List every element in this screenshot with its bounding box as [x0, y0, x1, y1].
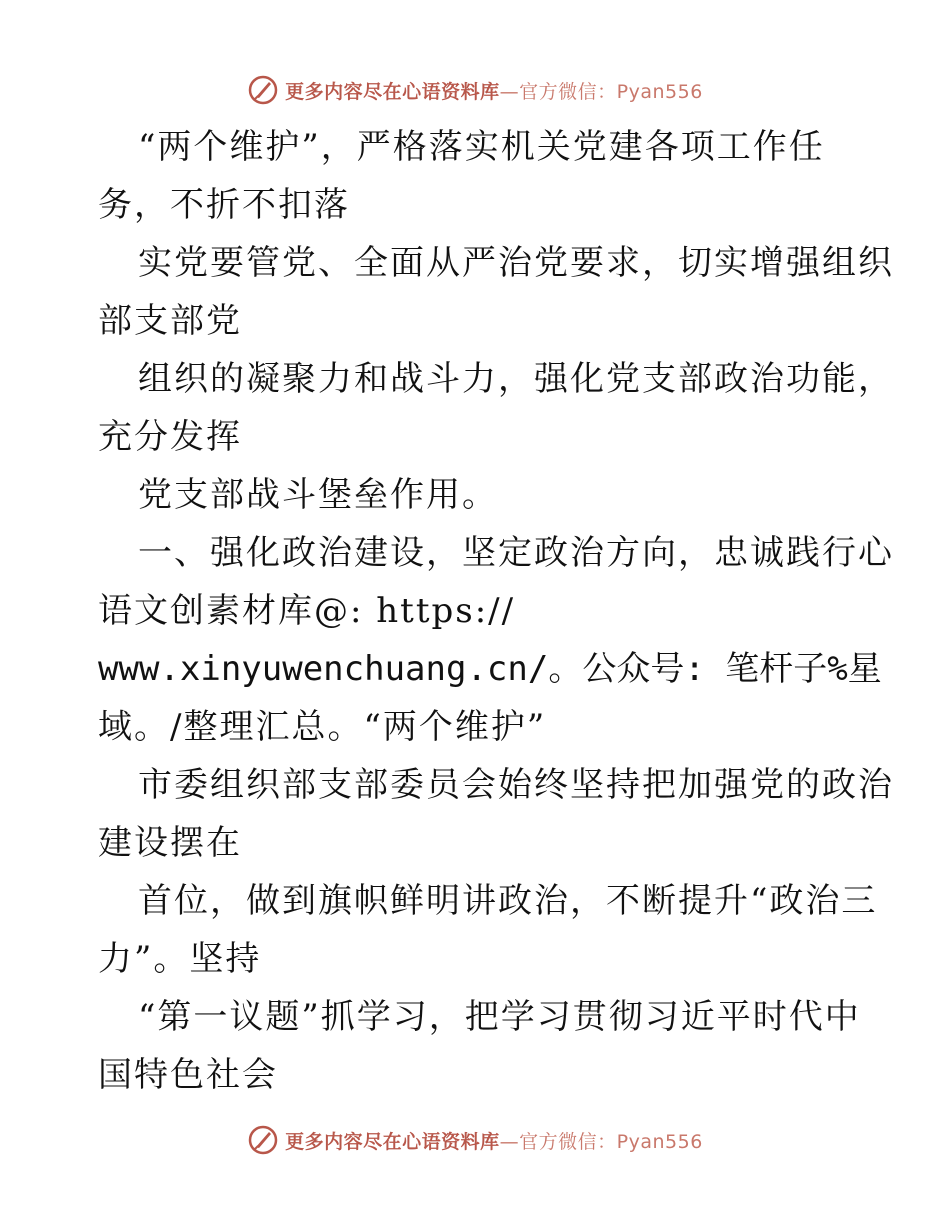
- text-line-url-prefix: 语文创素材库@: https://: [98, 591, 516, 631]
- text-line: 建设摆在: [98, 823, 242, 863]
- text-line: 部支部党: [98, 301, 242, 341]
- text-line: 国特色社会: [98, 1055, 278, 1095]
- text-line-url: www.xinyuwenchuang.cn/。公众号: 笔杆子%星: [98, 649, 882, 689]
- watermark-text: 更多内容尽在心语资料库—官方微信：Pyan556: [285, 80, 703, 103]
- text-line: 实党要管党、全面从严治党要求，切实增强组织: [138, 243, 894, 283]
- text-line: 一、强化政治建设，坚定政治方向，忠诚践行心: [138, 533, 894, 573]
- text-line: 首位，做到旗帜鲜明讲政治，不断提升“政治三: [138, 881, 878, 921]
- watermark-banner-bottom: [0, 1120, 950, 1160]
- watermark-banner-top: [0, 70, 950, 110]
- text-line: 力”。坚持: [98, 939, 262, 979]
- text-line: 组织的凝聚力和战斗力，强化党支部政治功能，: [138, 359, 894, 399]
- document-body: [98, 118, 894, 1104]
- text-line: 市委组织部支部委员会始终坚持把加强党的政治: [138, 765, 894, 805]
- watermark-text: 更多内容尽在心语资料库—官方微信：Pyan556: [285, 1130, 703, 1153]
- quill-circle-logo-icon: [247, 74, 279, 106]
- text-line: 域。/整理汇总。“两个维护”: [98, 707, 547, 747]
- text-line: “第一议题”抓学习，把学习贯彻习近平时代中: [138, 997, 861, 1037]
- quill-circle-logo-icon: [247, 1124, 279, 1156]
- text-line: “两个维护”，严格落实机关党建各项工作任: [138, 127, 825, 167]
- text-line: 务，不折不扣落: [98, 185, 350, 225]
- text-line: 充分发挥: [98, 417, 242, 457]
- text-line: 党支部战斗堡垒作用。: [138, 475, 498, 515]
